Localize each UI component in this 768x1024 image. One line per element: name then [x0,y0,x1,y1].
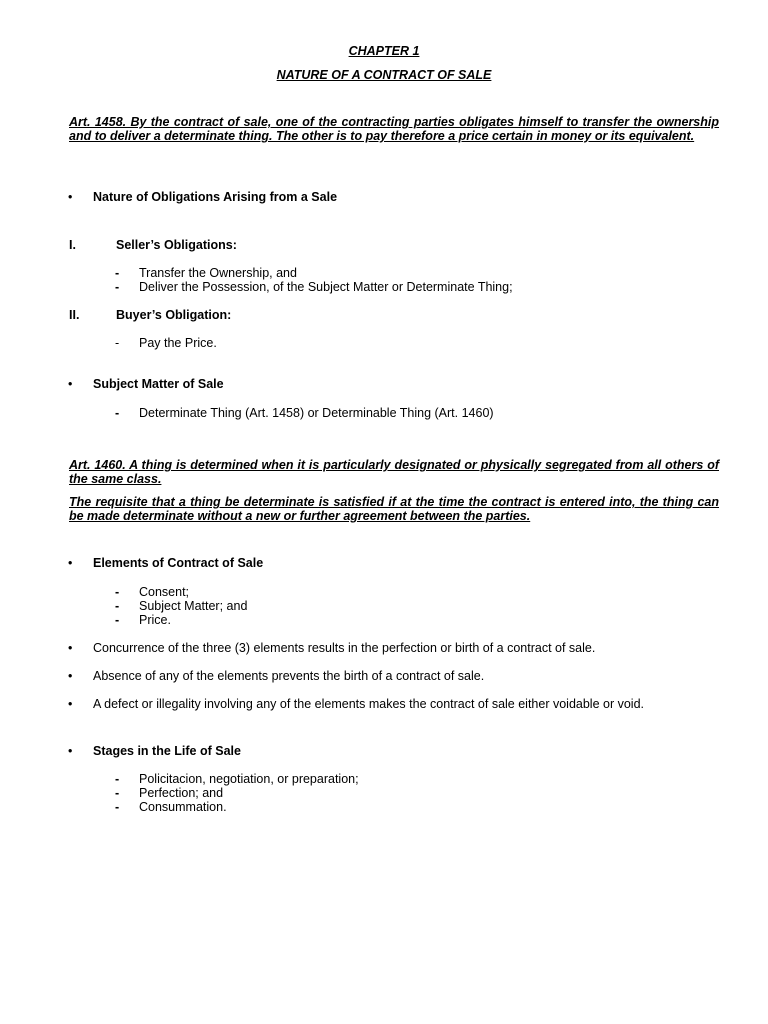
dash-icon: - [115,613,120,627]
dash-icon: - [115,280,120,294]
element-note: Concurrence of the three (3) elements results in the perfection or birth of a contract of sale. [93,641,596,655]
dash-icon: - [115,585,120,599]
seller-heading: Seller’s Obligations: [116,238,237,252]
stage-item: Policitacion, negotiation, or preparation; [139,772,359,786]
element-note: Absence of any of the elements prevents the birth of a contract of sale. [93,669,485,683]
dash-icon: - [115,599,120,613]
seller-item: Deliver the Possession, of the Subject Matter or Determinate Thing; [139,280,513,294]
seller-item: Transfer the Ownership, and [139,266,297,280]
dash-icon: - [115,406,120,420]
bullet-icon: • [68,190,73,204]
roman-numeral: I. [69,238,76,252]
article-1458: Art. 1458. By the contract of sale, one of the contracting parties obligates himself to transfer the ownership and to deliver a determinate thing. The other is to pay therefore a price certain in money or its equivalent. [69,115,719,143]
chapter-title: NATURE OF A CONTRACT OF SALE [276,68,492,82]
subject-heading: Subject Matter of Sale [93,377,224,391]
dash-icon: - [115,800,120,814]
nature-heading: Nature of Obligations Arising from a Sale [93,190,338,204]
chapter-heading: CHAPTER 1 [348,44,420,58]
element-item: Subject Matter; and [139,599,248,613]
buyer-item: Pay the Price. [139,336,217,350]
element-item: Price. [139,613,171,627]
stage-item: Consummation. [139,800,227,814]
bullet-icon: • [68,556,73,570]
elements-heading: Elements of Contract of Sale [93,556,264,570]
stages-heading: Stages in the Life of Sale [93,744,241,758]
dash-icon: - [115,772,120,786]
roman-numeral: II. [69,308,80,322]
dash-icon: - [115,336,120,350]
element-note: A defect or illegality involving any of the elements makes the contract of sale either voidable or void. [93,697,644,711]
bullet-icon: • [68,377,73,391]
subject-item: Determinate Thing (Art. 1458) or Determinable Thing (Art. 1460) [139,406,494,420]
stage-item: Perfection; and [139,786,224,800]
article-1460: Art. 1460. A thing is determined when it is particularly designated or physically segregated from all others of the same class. [69,458,719,486]
bullet-icon: • [68,641,73,655]
element-item: Consent; [139,585,190,599]
dash-icon: - [115,786,120,800]
dash-icon: - [115,266,120,280]
bullet-icon: • [68,697,73,711]
bullet-icon: • [68,744,73,758]
article-1460-requisite: The requisite that a thing be determinate is satisfied if at the time the contract is entered into, the thing can be made determinate without a new or further agreement between the parties. [69,495,719,523]
bullet-icon: • [68,669,73,683]
buyer-heading: Buyer’s Obligation: [116,308,232,322]
